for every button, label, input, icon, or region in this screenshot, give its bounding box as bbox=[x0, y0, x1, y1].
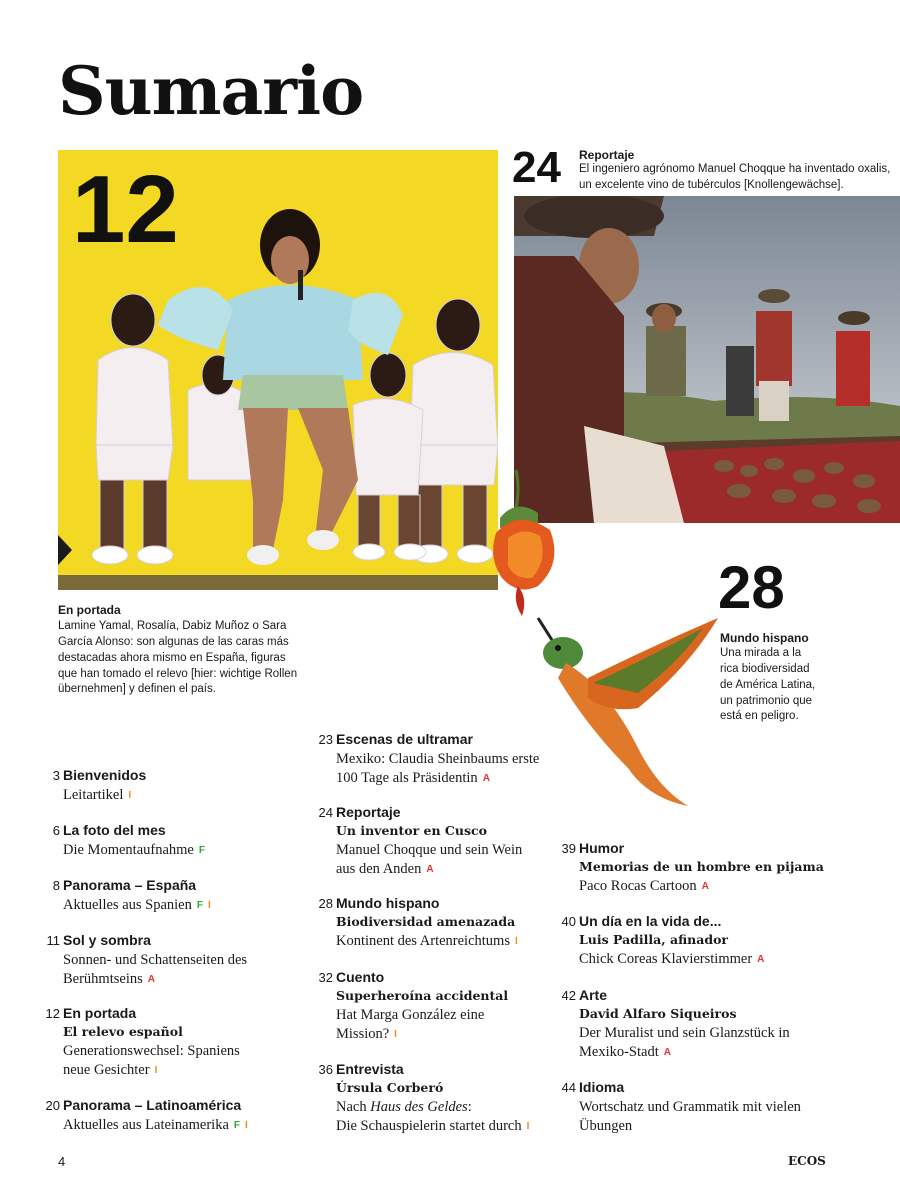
toc-description-text: Der Muralist und sein Glanzstück in bbox=[579, 1025, 790, 1041]
toc-description-line bbox=[63, 786, 131, 805]
toc-description-text: : bbox=[467, 1099, 472, 1115]
level-badge: I bbox=[394, 1029, 397, 1040]
toc-article-title: Luis Padilla, afinador bbox=[579, 932, 729, 947]
toc-page-number: 44 bbox=[561, 1080, 576, 1095]
toc-description-line bbox=[336, 1098, 472, 1117]
toc-description-text: Aktuelles aus Lateinamerika bbox=[63, 1117, 229, 1133]
toc-page-number: 36 bbox=[318, 1062, 333, 1077]
toc-section-title: Panorama – España bbox=[63, 877, 197, 893]
level-badge: A bbox=[426, 864, 434, 875]
caption-line: está en peligro. bbox=[720, 710, 799, 723]
toc-description-line bbox=[63, 951, 247, 970]
toc-description-line bbox=[336, 769, 490, 788]
toc-description-text: Generationswechsel: Spaniens bbox=[63, 1043, 240, 1059]
toc-description-line bbox=[63, 1061, 157, 1080]
toc-page-number: 20 bbox=[45, 1098, 60, 1113]
toc-page-number: 32 bbox=[318, 970, 333, 985]
toc-description-line bbox=[63, 970, 155, 989]
toc-description-line bbox=[336, 1025, 397, 1044]
toc-section-title: Reportaje bbox=[336, 804, 401, 820]
level-badge: I bbox=[526, 1121, 530, 1132]
toc-section-title: Un día en la vida de... bbox=[579, 913, 722, 929]
toc-description-text: Manuel Choqque und sein Wein bbox=[336, 842, 523, 858]
toc-description-line bbox=[336, 860, 434, 879]
toc-section-title: Escenas de ultramar bbox=[336, 731, 473, 747]
toc-page-number: 24 bbox=[318, 805, 333, 820]
toc-page-number: 39 bbox=[561, 841, 576, 856]
toc-page-number: 42 bbox=[561, 988, 576, 1003]
caption-line: un excelente vino de tubérculos [Knollengewächse]. bbox=[579, 178, 844, 191]
toc-description-text: Die Schauspielerin startet durch bbox=[336, 1118, 522, 1134]
report-caption bbox=[579, 162, 899, 194]
toc-description-text: Aktuelles aus Spanien bbox=[63, 897, 192, 913]
caption-line: Una mirada a la bbox=[720, 647, 802, 659]
toc-description-line bbox=[63, 896, 211, 915]
caption-line: El ingeniero agrónomo Manuel Choqque ha inventado oxalis, bbox=[579, 163, 891, 175]
level-badge: A bbox=[701, 881, 709, 892]
cover-story-page-number: 12 bbox=[72, 156, 179, 263]
toc-page-number: 8 bbox=[52, 878, 60, 893]
toc-description-text: neue Gesichter bbox=[63, 1062, 150, 1078]
toc-page-number: 40 bbox=[561, 914, 576, 929]
toc-description-line bbox=[579, 1043, 671, 1062]
toc-description-line bbox=[63, 1042, 240, 1061]
toc-article-title: Un inventor en Cusco bbox=[336, 823, 487, 838]
toc-article-title: Biodiversidad amenazada bbox=[336, 914, 516, 929]
level-badge: I bbox=[128, 790, 132, 801]
toc-description-line bbox=[579, 877, 709, 896]
level-badge: I bbox=[154, 1065, 158, 1076]
toc-description-text: Nach bbox=[336, 1099, 371, 1115]
toc-description-text: Sonnen- und Schattenseiten des bbox=[63, 952, 248, 968]
toc-description-line bbox=[336, 1006, 484, 1025]
toc-section-title: Humor bbox=[579, 840, 625, 856]
biodiversity-caption bbox=[720, 646, 890, 725]
toc-description-italic: Haus des Geldes bbox=[370, 1099, 468, 1115]
level-badge: I bbox=[207, 900, 211, 911]
toc-section-title: Mundo hispano bbox=[336, 895, 440, 911]
toc-description-line bbox=[63, 841, 205, 860]
toc-description-line bbox=[336, 1117, 529, 1136]
caption-line: rica biodiversidad bbox=[720, 662, 810, 675]
toc-section-title: En portada bbox=[63, 1005, 137, 1021]
caption-line: de América Latina, bbox=[720, 678, 816, 691]
level-badge: A bbox=[147, 974, 155, 985]
biodiversity-page-number: 28 bbox=[718, 554, 785, 621]
toc-section-title: Arte bbox=[579, 987, 608, 1003]
level-badge: F bbox=[196, 900, 203, 911]
cover-story-caption-title: En portada bbox=[58, 603, 121, 617]
toc-description-line bbox=[579, 1117, 632, 1136]
toc-page-number: 12 bbox=[45, 1006, 60, 1021]
toc-description-text: Wortschatz und Grammatik mit vielen bbox=[579, 1099, 801, 1115]
level-badge: A bbox=[663, 1047, 671, 1058]
toc-description-line bbox=[579, 1098, 801, 1117]
caption-line: Lamine Yamal, Rosalía, Dabiz Muñoz o Sara bbox=[58, 620, 287, 632]
toc-section-title: Sol y sombra bbox=[63, 932, 151, 948]
toc-description-text: Die Momentaufnahme bbox=[63, 842, 194, 858]
level-badge: A bbox=[482, 773, 490, 784]
toc-article-title: David Alfaro Siqueiros bbox=[579, 1006, 737, 1021]
toc-description-line bbox=[336, 750, 539, 769]
toc-description-text: aus den Anden bbox=[336, 861, 422, 877]
level-badge: F bbox=[198, 845, 205, 856]
toc-section-title: La foto del mes bbox=[63, 822, 166, 838]
toc-page-number: 3 bbox=[52, 768, 60, 783]
toc-page-number: 28 bbox=[318, 896, 333, 911]
report-page-number: 24 bbox=[512, 143, 561, 192]
toc-description-text: Mexiko: Claudia Sheinbaums erste bbox=[336, 751, 540, 767]
toc-page-number: 23 bbox=[318, 732, 333, 747]
biodiversity-caption-title: Mundo hispano bbox=[720, 631, 809, 645]
toc-article-title: Superheroína accidental bbox=[336, 988, 509, 1003]
toc-description-text: Berühmtseins bbox=[63, 971, 143, 987]
toc-description-line bbox=[336, 932, 518, 951]
level-badge: F bbox=[233, 1120, 240, 1131]
toc-description-text: Chick Coreas Klavierstimmer bbox=[579, 951, 753, 967]
report-caption-title: Reportaje bbox=[579, 148, 635, 162]
caption-line: un patrimonio que bbox=[720, 694, 813, 707]
toc-description-line bbox=[336, 841, 522, 860]
footer-brand: ECOS bbox=[788, 1154, 826, 1168]
footer-page-number: 4 bbox=[58, 1154, 66, 1169]
toc-description-line bbox=[579, 950, 764, 969]
toc-description-text: 100 Tage als Präsidentin bbox=[336, 770, 478, 786]
toc-description-text: Mission? bbox=[336, 1026, 390, 1042]
caption-line: García Alonso: son algunas de las caras más bbox=[58, 635, 289, 648]
level-badge: I bbox=[514, 936, 518, 947]
toc-description-text: Kontinent des Artenreichtums bbox=[336, 933, 510, 949]
toc-page-number: 6 bbox=[52, 823, 60, 838]
toc-description-text: Hat Marga González eine bbox=[336, 1007, 485, 1023]
toc-article-title: Memorias de un hombre en pijama bbox=[579, 859, 824, 874]
toc-description-text: Übungen bbox=[579, 1118, 633, 1134]
toc-section-title: Idioma bbox=[579, 1079, 625, 1095]
toc-article-title: El relevo español bbox=[63, 1024, 183, 1039]
caption-line: destacadas ahora mismo en España, figuras bbox=[58, 651, 286, 664]
toc-description-text: Leitartikel bbox=[63, 787, 124, 803]
level-badge: I bbox=[245, 1120, 248, 1131]
toc-section-title: Panorama – Latinoamérica bbox=[63, 1097, 242, 1113]
toc-section-title: Bienvenidos bbox=[63, 767, 147, 783]
toc-description-text: Paco Rocas Cartoon bbox=[579, 878, 697, 894]
toc-section-title: Entrevista bbox=[336, 1061, 404, 1077]
cover-story-caption bbox=[58, 619, 318, 698]
level-badge: A bbox=[757, 954, 765, 965]
toc-article-title: Úrsula Corberó bbox=[336, 1080, 444, 1095]
toc-description-line bbox=[579, 1024, 790, 1043]
page-title: Sumario bbox=[58, 52, 364, 130]
caption-line: que han tomado el relevo [hier: wichtige Rollen bbox=[58, 667, 298, 680]
toc-description-line bbox=[63, 1116, 248, 1135]
toc-section-title: Cuento bbox=[336, 969, 385, 985]
toc-description-text: Mexiko-Stadt bbox=[579, 1044, 659, 1060]
toc-page-number: 11 bbox=[46, 933, 60, 948]
caption-line: übernehmen] y definen el país. bbox=[58, 683, 216, 696]
